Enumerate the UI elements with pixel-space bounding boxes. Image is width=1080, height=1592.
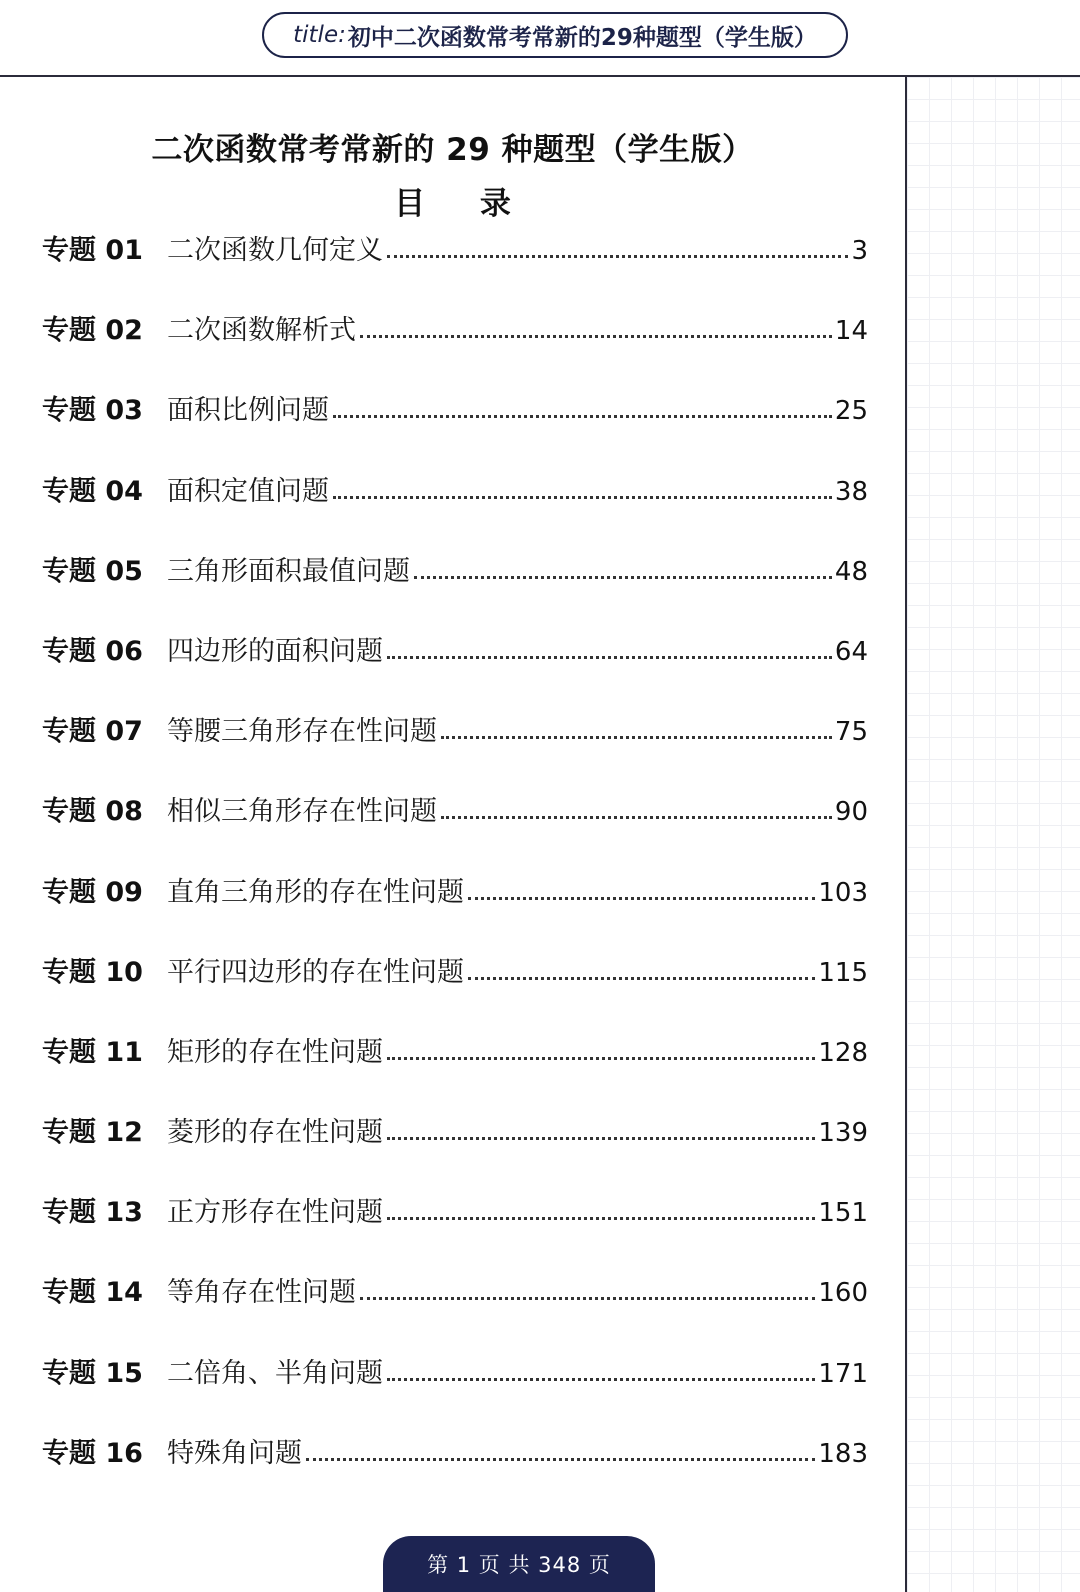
toc-entry[interactable] bbox=[42, 233, 868, 313]
toc-dot-leader bbox=[468, 875, 815, 900]
toc-page-number: 14 bbox=[834, 316, 868, 347]
toc-topic-name: 矩形的存在性问题 bbox=[167, 1036, 383, 1068]
toc-entry[interactable] bbox=[42, 875, 868, 955]
toc-entry[interactable] bbox=[42, 1436, 868, 1516]
toc-topic-number: 专题 03 bbox=[42, 395, 143, 427]
toc-topic-number: 专题 04 bbox=[42, 475, 143, 507]
toc-dot-leader bbox=[387, 1195, 815, 1220]
toc-entry[interactable] bbox=[42, 554, 868, 634]
toc-topic-name: 平行四边形的存在性问题 bbox=[167, 956, 464, 988]
toc-topic-name: 直角三角形的存在性问题 bbox=[167, 876, 464, 908]
toc-dot-leader bbox=[387, 634, 832, 659]
toc-topic-number: 专题 08 bbox=[42, 796, 143, 828]
toc-page-number: 115 bbox=[818, 957, 868, 988]
toc-topic-number: 专题 10 bbox=[42, 956, 143, 988]
toc-page-number: 139 bbox=[818, 1118, 868, 1149]
toc-topic-number: 专题 15 bbox=[42, 1357, 143, 1389]
toc-dot-leader bbox=[333, 474, 832, 499]
toc-entry[interactable] bbox=[42, 1195, 868, 1275]
table-of-contents bbox=[42, 233, 868, 1516]
toc-topic-name: 二次函数几何定义 bbox=[167, 235, 383, 266]
toc-topic-number: 专题 05 bbox=[42, 555, 143, 587]
toc-dot-leader bbox=[360, 1275, 815, 1300]
toc-topic-number: 专题 16 bbox=[42, 1437, 143, 1469]
toc-dot-leader bbox=[387, 1035, 815, 1060]
toc-page-number: 151 bbox=[818, 1198, 868, 1229]
page-number-badge: 第 1 页 共 348 页 bbox=[383, 1536, 655, 1592]
toc-dot-leader bbox=[306, 1436, 815, 1461]
header-title-pill bbox=[262, 12, 848, 58]
toc-entry[interactable] bbox=[42, 794, 868, 874]
toc-topic-name: 二次函数解析式 bbox=[167, 315, 356, 347]
toc-entry[interactable] bbox=[42, 393, 868, 473]
toc-entry[interactable] bbox=[42, 1035, 868, 1115]
toc-topic-number: 专题 07 bbox=[42, 716, 143, 748]
toc-dot-leader bbox=[360, 313, 832, 338]
toc-topic-name: 等角存在性问题 bbox=[167, 1277, 356, 1309]
toc-dot-leader bbox=[387, 1356, 815, 1381]
toc-dot-leader bbox=[333, 393, 832, 418]
toc-entry[interactable] bbox=[42, 1275, 868, 1355]
toc-page-number: 183 bbox=[818, 1438, 868, 1469]
toc-topic-name: 等腰三角形存在性问题 bbox=[167, 716, 437, 748]
toc-topic-number: 专题 09 bbox=[42, 876, 143, 908]
toc-entry[interactable] bbox=[42, 1356, 868, 1436]
toc-topic-name: 面积比例问题 bbox=[167, 395, 329, 427]
toc-entry[interactable] bbox=[42, 634, 868, 714]
toc-page-number: 160 bbox=[818, 1278, 868, 1309]
toc-page-number: 38 bbox=[834, 476, 868, 507]
toc-page-number: 64 bbox=[834, 636, 868, 667]
toc-dot-leader bbox=[441, 714, 832, 739]
toc-dot-leader bbox=[468, 955, 815, 980]
toc-heading: 目 录 bbox=[394, 186, 533, 222]
toc-page-number: 90 bbox=[834, 797, 868, 828]
toc-page-number: 171 bbox=[818, 1358, 868, 1389]
toc-topic-number: 专题 02 bbox=[42, 315, 143, 347]
toc-dot-leader bbox=[387, 233, 848, 258]
toc-dot-leader bbox=[387, 1115, 815, 1140]
toc-topic-number: 专题 06 bbox=[42, 635, 143, 667]
toc-entry[interactable] bbox=[42, 714, 868, 794]
toc-entry[interactable] bbox=[42, 474, 868, 554]
header-title-prefix: title: bbox=[293, 22, 346, 48]
toc-topic-number: 专题 11 bbox=[42, 1036, 143, 1068]
toc-page-number: 128 bbox=[818, 1037, 868, 1068]
toc-page-number: 25 bbox=[834, 396, 868, 427]
toc-page-number: 103 bbox=[818, 877, 868, 908]
toc-topic-name: 三角形面积最值问题 bbox=[167, 555, 410, 587]
toc-entry[interactable] bbox=[42, 955, 868, 1035]
document-title: 二次函数常考常新的 29 种题型（学生版） bbox=[151, 132, 754, 168]
toc-entry[interactable] bbox=[42, 313, 868, 393]
header-bar bbox=[0, 0, 1080, 76]
toc-topic-name: 菱形的存在性问题 bbox=[167, 1117, 383, 1149]
toc-page-number: 75 bbox=[834, 717, 868, 748]
grid-paper-margin bbox=[907, 77, 1080, 1592]
toc-topic-name: 四边形的面积问题 bbox=[167, 635, 383, 667]
toc-topic-name: 面积定值问题 bbox=[167, 475, 329, 507]
toc-page-number: 3 bbox=[851, 236, 868, 266]
toc-topic-name: 二倍角、半角问题 bbox=[167, 1357, 383, 1389]
header-title-text: 初中二次函数常考常新的29种题型（学生版） bbox=[347, 24, 817, 51]
toc-dot-leader bbox=[441, 794, 832, 819]
toc-topic-number: 专题 13 bbox=[42, 1197, 143, 1229]
toc-topic-name: 正方形存在性问题 bbox=[167, 1197, 383, 1229]
toc-topic-name: 相似三角形存在性问题 bbox=[167, 796, 437, 828]
toc-topic-name: 特殊角问题 bbox=[167, 1437, 302, 1469]
toc-topic-number: 专题 14 bbox=[42, 1277, 143, 1309]
toc-page-number: 48 bbox=[834, 556, 868, 587]
toc-dot-leader bbox=[414, 554, 832, 579]
toc-entry[interactable] bbox=[42, 1115, 868, 1195]
toc-topic-number: 专题 12 bbox=[42, 1117, 143, 1149]
toc-topic-number: 专题 01 bbox=[42, 235, 143, 266]
